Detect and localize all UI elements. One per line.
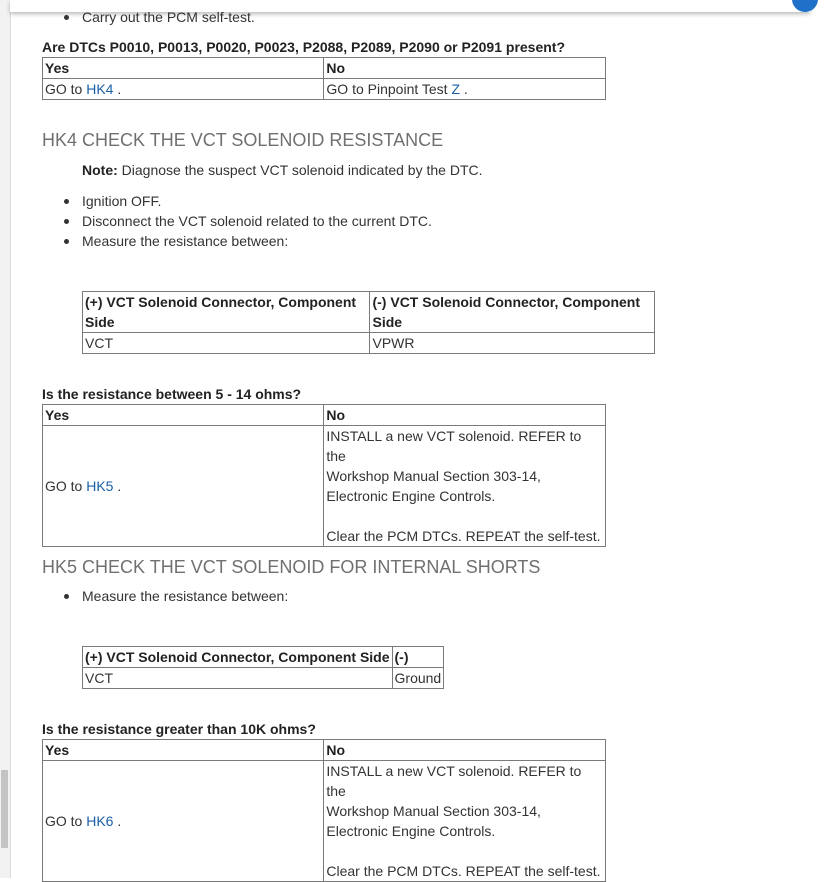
list-item: Disconnect the VCT solenoid related to the current DTC. [42, 211, 432, 231]
hk5-question: Is the resistance greater than 10K ohms? [42, 721, 316, 737]
list-item: Measure the resistance between: [42, 231, 432, 251]
table-row [83, 292, 655, 333]
list-item: Ignition OFF. [42, 191, 432, 211]
no-header: No [324, 740, 606, 761]
left-scroll-rail[interactable] [0, 0, 11, 878]
link-hk4[interactable]: HK4 [86, 81, 114, 97]
hk5-answer-table [42, 739, 606, 882]
hk4-bullet-list [42, 191, 432, 251]
intro-bullet-list [42, 7, 255, 27]
corner-action-button[interactable] [792, 0, 818, 12]
list-item: Carry out the PCM self-test. [42, 7, 255, 27]
no-header: No [324, 58, 606, 79]
table-row [83, 647, 444, 668]
yes-header: Yes [43, 58, 324, 79]
positive-header: (+) VCT Solenoid Connector, Component Side [83, 647, 393, 668]
hk5-bullet-list [42, 586, 288, 606]
hk4-measure-table [82, 291, 655, 354]
list-item: Measure the resistance between: [42, 586, 288, 606]
table-row [43, 426, 606, 547]
dtc-question: Are DTCs P0010, P0013, P0020, P0023, P2088, P2089, P2090 or P2091 present? [42, 39, 566, 55]
scrollbar-thumb[interactable] [1, 770, 8, 848]
table-row [43, 405, 606, 426]
hk5-title: HK5 CHECK THE VCT SOLENOID FOR INTERNAL SHORTS [42, 557, 541, 577]
hk4-question: Is the resistance between 5 - 14 ohms? [42, 386, 302, 402]
link-hk6[interactable]: HK6 [86, 813, 114, 829]
negative-header: (-) VCT Solenoid Connector, Component Side [370, 292, 655, 333]
table-row [43, 740, 606, 761]
yes-cell: GO to HK4 . [43, 79, 324, 100]
hk4-note: Note: Diagnose the suspect VCT solenoid indicated by the DTC. [82, 162, 483, 178]
negative-cell: VPWR [370, 333, 655, 354]
hk4-title: HK4 CHECK THE VCT SOLENOID RESISTANCE [42, 130, 444, 150]
negative-cell: Ground [392, 668, 444, 689]
hk4-answer-table [42, 404, 606, 547]
table-row [83, 668, 444, 689]
positive-cell: VCT [83, 333, 370, 354]
table-row [43, 79, 606, 100]
link-hk5[interactable]: HK5 [86, 478, 114, 494]
dtc-answer-table [42, 57, 606, 100]
negative-header: (-) [392, 647, 444, 668]
no-cell: GO to Pinpoint Test Z . [324, 79, 606, 100]
hk5-measure-table [82, 646, 444, 689]
no-header: No [324, 405, 606, 426]
yes-cell: GO to HK5 . [43, 426, 324, 547]
yes-header: Yes [43, 405, 324, 426]
no-cell: INSTALL a new VCT solenoid. REFER to the Workshop Manual Section 303-14, Electronic Engine Controls. Clear the PCM DTCs. REPEAT the self-test. [324, 426, 606, 547]
no-cell: INSTALL a new VCT solenoid. REFER to the Workshop Manual Section 303-14, Electronic Engine Controls. Clear the PCM DTCs. REPEAT the self-test. [324, 761, 606, 882]
yes-header: Yes [43, 740, 324, 761]
yes-cell: GO to HK6 . [43, 761, 324, 882]
note-label: Note: [82, 162, 118, 178]
link-pinpoint-z[interactable]: Z [451, 81, 461, 97]
positive-header: (+) VCT Solenoid Connector, Component Side [83, 292, 370, 333]
positive-cell: VCT [83, 668, 393, 689]
table-row [83, 333, 655, 354]
table-row [43, 58, 606, 79]
table-row [43, 761, 606, 882]
